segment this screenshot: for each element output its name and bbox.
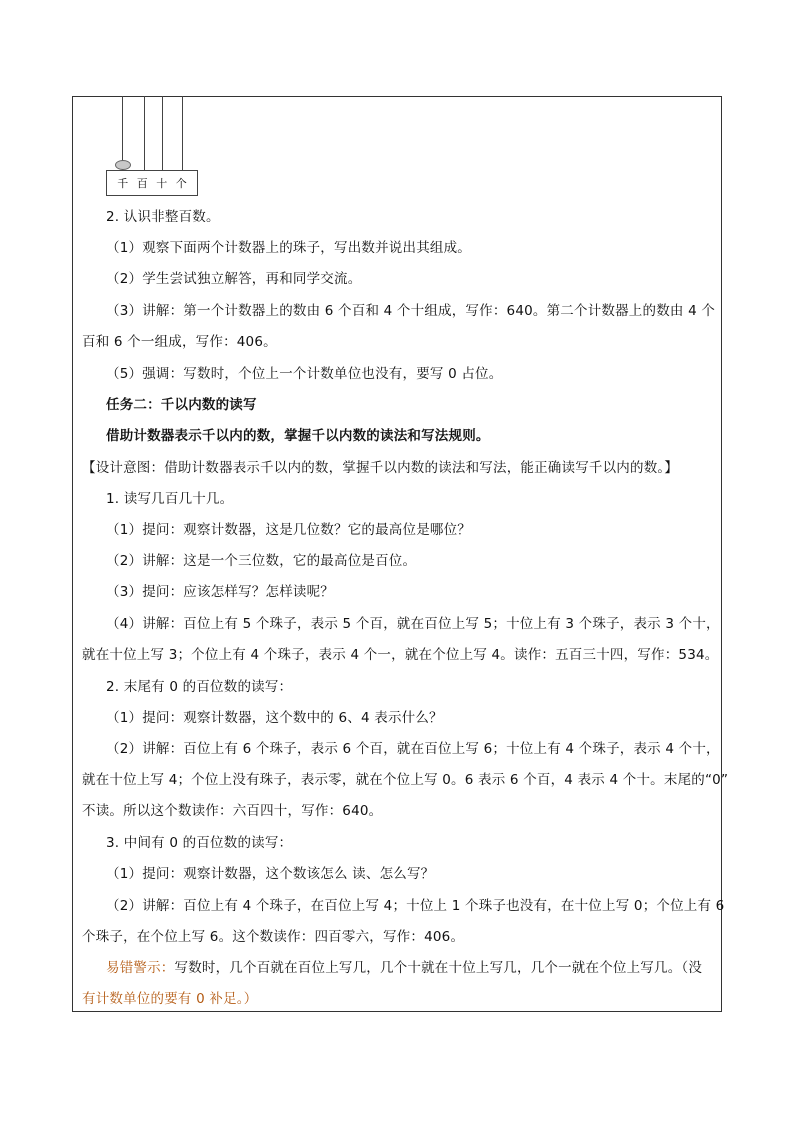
paragraph: （2）学生尝试独立解答，再和同学交流。 xyxy=(106,271,362,287)
paragraph: （3）讲解：第一个计数器上的数由 6 个百和 4 个十组成，写作：640。第二个计数器上的数由 4 个 xyxy=(106,303,716,319)
section-heading: 2. 末尾有 0 的百位数的读写： xyxy=(106,679,293,695)
warning-label: 易错警示： xyxy=(106,960,175,976)
paragraph: （1）提问：观察计数器，这个数该怎么 读、怎么写？ xyxy=(106,866,435,882)
paragraph: 不读。所以这个数读作：六百四十，写作：640。 xyxy=(82,803,383,819)
abacus-label: 个 xyxy=(175,177,187,190)
paragraph: 就在十位上写 4；个位上没有珠子，表示零，就在个位上写 0。6 表示 6 个百，4 表示 4 个十。末尾的“0” xyxy=(82,772,729,788)
paragraph: （2）讲解：这是一个三位数，它的最高位是百位。 xyxy=(106,553,417,569)
task-goal: 借助计数器表示千以内的数，掌握千以内数的读法和写法规则。 xyxy=(106,428,490,444)
paragraph: （2）讲解：百位上有 6 个珠子，表示 6 个百，就在百位上写 6；十位上有 4 个珠子，表示 4 个十， xyxy=(106,741,720,757)
paragraph: 个珠子，在个位上写 6。这个数读作：四百零六，写作：406。 xyxy=(82,929,465,945)
warning-text: 写数时，几个百就在百位上写几，几个十就在十位上写几，几个一就在个位上写几。（没 xyxy=(174,960,703,976)
abacus-bead xyxy=(115,160,131,170)
paragraph: （2）讲解：百位上有 4 个珠子，在百位上写 4；十位上 1 个珠子也没有，在十位上写 0；个位上有 6 xyxy=(106,898,725,914)
abacus-rod xyxy=(122,96,123,170)
paragraph: （5）强调：写数时，个位上一个计数单位也没有，要写 0 占位。 xyxy=(106,366,503,382)
abacus-base xyxy=(106,170,198,196)
abacus-label: 百 xyxy=(136,177,148,190)
paragraph: （3）提问：应该怎样写？怎样读呢？ xyxy=(106,584,334,600)
paragraph: 就在十位上写 3；个位上有 4 个珠子，表示 4 个一，就在个位上写 4。读作：五百三十四，写作：534。 xyxy=(82,647,719,663)
counting-frame-illustration xyxy=(106,96,200,200)
section-heading: 2. 认识非整百数。 xyxy=(106,209,220,225)
paragraph: （1）观察下面两个计数器上的珠子，写出数并说出其组成。 xyxy=(106,240,471,256)
section-heading: 3. 中间有 0 的百位数的读写： xyxy=(106,835,293,851)
task-heading: 任务二：千以内数的读写 xyxy=(106,397,257,413)
paragraph: （1）提问：观察计数器，这是几位数？它的最高位是哪位？ xyxy=(106,522,471,538)
abacus-label: 千 xyxy=(117,177,129,190)
abacus-label: 十 xyxy=(156,177,168,190)
warning-note xyxy=(106,958,702,978)
warning-note-continued: 有计数单位的要有 0 补足。） xyxy=(82,991,258,1007)
abacus-rod xyxy=(182,96,183,170)
abacus-rod xyxy=(162,96,163,170)
paragraph: （1）提问：观察计数器，这个数中的 6、4 表示什么？ xyxy=(106,710,443,726)
paragraph: （4）讲解：百位上有 5 个珠子，表示 5 个百，就在百位上写 5；十位上有 3 个珠子，表示 3 个十， xyxy=(106,616,720,632)
section-heading: 1. 读写几百几十几。 xyxy=(106,491,234,507)
paragraph: 百和 6 个一组成，写作：406。 xyxy=(82,334,277,350)
design-intent: 【设计意图：借助计数器表示千以内的数，掌握千以内数的读法和写法，能正确读写千以内的数。】 xyxy=(82,460,679,476)
abacus-rod xyxy=(144,96,145,170)
